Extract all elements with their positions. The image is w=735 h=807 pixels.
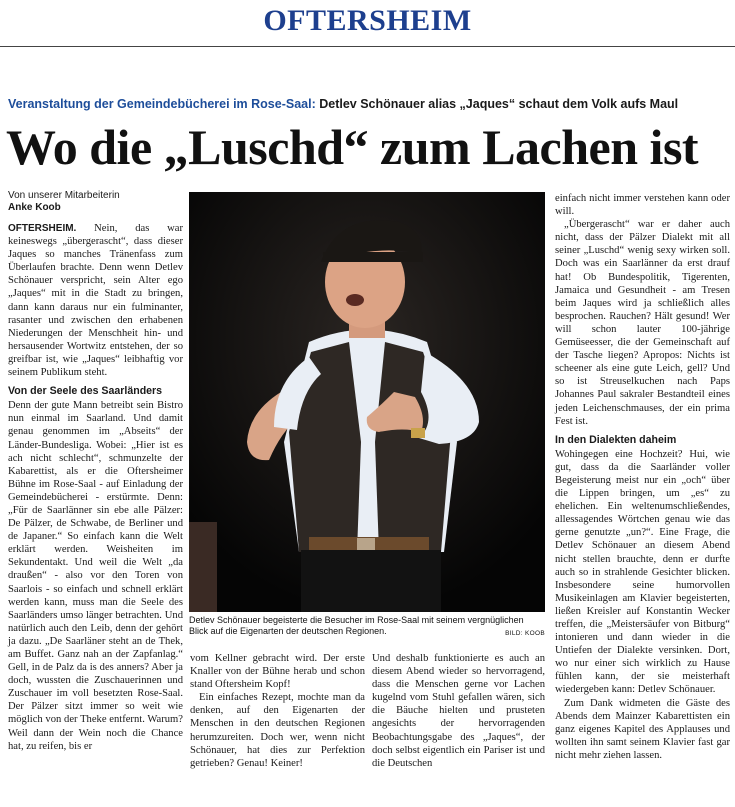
paragraph: vom Kellner gebracht wird. Der erste Knaller von der Bühne herab und schon stand Oftersheim Kopf! (190, 653, 365, 691)
paragraph: „Übergerascht“ war er daher auch nicht, dass der Pälzer Dialekt mit all seiner „Luschd“ wenig sexy wirken soll. Doch was ein Saarlänner da erst drauf hat! Ob Bundespolitik, Tigerenten, Jamaica und Gesundheit - am Tresen beim Jaques wird ja schließlich alles besprochen. Rauchen? Hält gesund! Wer will schon lauter 100-jährige Gemüseesser, die der Gemeinschaft auf der Tasche liegen? Apropos: Nichts ist scheener als eine gute Leich, gell? Und so ist Streuselkuchen nach Paps Johannes Paul sakraler Bestandteil eines jeden Leichenschmauses, der ein prima Fest ist. (555, 219, 730, 427)
paragraph: einfach nicht immer verstehen kann oder will. (555, 193, 730, 218)
photo-illustration (189, 192, 545, 612)
paragraph (8, 222, 183, 379)
article-headline: Wo die „Luschd“ zum Lachen ist (6, 119, 699, 175)
caption-text: Detlev Schönauer begeisterte die Besucher im Rose-Saal mit seinem vergnüglichen Blick auf die Eigenarten der deutschen Regionen. (189, 615, 524, 636)
dateline: OFTERSHEIM. (8, 223, 77, 234)
paragraph: Zum Dank widmeten die Gäste des Abends dem Mainzer Kabarettisten ein ganz eigenes Kapitel des Applauses und wollten ihn samt seinem Klavier fast gar nicht mehr ziehen lassen. (555, 697, 730, 761)
article-photo (189, 192, 545, 612)
photo-credit: BILD: KOOB (505, 630, 545, 637)
article-kicker (8, 97, 730, 111)
article-column-3 (372, 652, 545, 770)
kicker-highlight: Veranstaltung der Gemeindebücherei im Rose-Saal: (8, 97, 316, 111)
byline-line: Von unserer Mitarbeiterin (8, 190, 120, 201)
subheading: In den Dialekten daheim (555, 433, 677, 446)
byline (8, 190, 183, 214)
byline-author: Anke Koob (8, 202, 61, 213)
subheading: Von der Seele des Saarländers (8, 385, 163, 398)
header-rule (0, 46, 735, 47)
paragraph: Und deshalb funktionierte es auch an diesem Abend wieder so hervorragend, dass die Menschen gerne vor Lachen kugelnd vom Stuhl gefallen wären, sich die Bäuche hielten und prusteten angesichts der hervorragenden Beobachtungsgabe des „Jaques“, der doch selbst eigentlich ein Pariser ist und die Deutschen (372, 653, 545, 769)
section-title: OFTERSHEIM (263, 4, 472, 37)
photo-caption (189, 615, 545, 639)
article-column-1 (8, 222, 183, 753)
paragraph: Ein einfaches Rezept, mochte man da denken, auf den Eigenarten der Menschen in den deutschen Regionen herumzureiten. Doch wer, wenn nicht Schönauer, hat dies zur Perfektion getrieben? Genau! Keiner! (190, 692, 365, 769)
kicker-text: Detlev Schönauer alias „Jaques“ schaut dem Volk aufs Maul (319, 97, 679, 111)
paragraph: Wohingegen eine Hochzeit? Hui, wie gut, dass da die Saarländer voller Begeisterung meist nur ein „och“ über die Lippen bringen, um „es“ zu ehelichen. Ein weltenumschließendes, allessagendes Wörtchen genau wie das gerne genutzte „un?“. Eine Frage, die Detlev Schönauer an diesem Abend nicht stellen brauchte, denn er durfte auch so in strahlende Gesichter blicken. Insbesondere seine humorvollen Musikeinlagen am Klavier begeisterten, ließen Kreisler auf Konstantin Wecker treffen, die „Meistersäufer von Bitburg“ intonieren und dann wieder in die Untiefen der Dialekte versinken. Dort, wo nur einer sich wirklich zu Hause fühlen kann, der sie meisterhaft wiedergeben kann: Detlev Schönauer. (555, 448, 730, 696)
paragraph: Denn der gute Mann betreibt sein Bistro nun einmal im Saarland. Und damit genau genommen im „Abseits“ der Länder-Bundesliga. Wobei: „Hier ist es ach nicht schlecht“, schmunzelte der Kabarettist, als er die Oftersheimer Bühne im Rose-Saal - auf Einladung der Gemeindebücherei - erstürmte. Denn: „Für de Saarlänner sin ebe alle Pälzer: De Pälzer, de Schwabe, de Berliner und de Japaner.“ So einfach kann die Welt erklärt werden. Weisheiten im Sekundentakt. Und weil die Welt „da draußen“ - also vor den Toren von Saarlois - so einfach und schnell erklärt werden kann, muss man die Seele des Saarländers umso länger betrachten. Und natürlich auch den Leib, denn der gehört ja dazu. „De Saarläner steht an de Thek, am Buffet. Ganz nah an der Zapfanlag.“ Gell, in de Palz da is des anners? Aber ja doch, wussten die Zuschauerinnen und Zuschauer im voll besetzten Rose-Saal. Der Pälzer sitzt immer so weit wie möglich von der Theke entfernt. Warum? Weil dann der Wein noch die Chance hat, zu reifen, bis er (8, 400, 183, 752)
article-column-4 (555, 192, 730, 762)
article-column-2 (190, 652, 365, 770)
paragraph-text: Nein, das war keineswegs „übergerascht“, dass dieser Jaques so manches Tränenfass zum Überlaufen brachte. Denn wenn Detlev Schönauer verspricht, sein Alter ego „Jaques“ mit in die Stadt zu bringen, dann kann daraus nur ein fulminanter, rasanter und zwischen den erhabenen Niederungen der Menschheit hin- und hersausender Wortwitz entstehen, der so greifbar ist, wie „Jaques“ leibhaftig vor seinem Publikum steht. (8, 223, 183, 379)
